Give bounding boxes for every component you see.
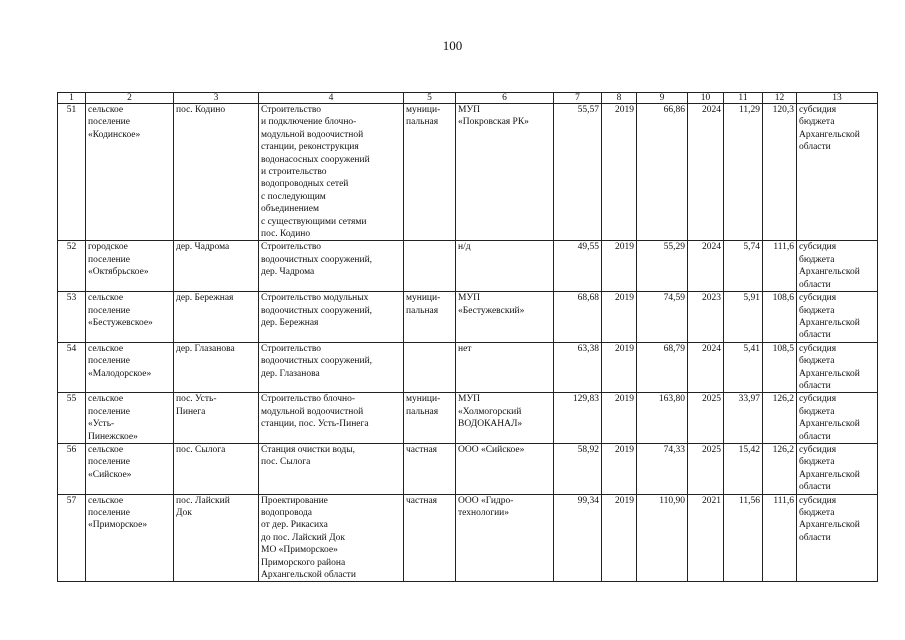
settlement-cell: пос. Лайский Док (174, 494, 259, 582)
table-row (58, 393, 878, 444)
column-header: 6 (456, 93, 554, 104)
funding-source-cell: субсидия бюджета Архангельской области (797, 241, 878, 292)
funding-source-cell: субсидия бюджета Архангельской области (797, 443, 878, 494)
value-col-11-cell: 15,42 (724, 443, 763, 494)
column-header: 1 (58, 93, 86, 104)
table-row (58, 292, 878, 343)
year-col-8-cell: 2019 (602, 342, 637, 393)
year-col-8-cell: 2019 (602, 494, 637, 582)
operator-cell: нет (456, 342, 554, 393)
value-col-9-cell: 163,80 (637, 393, 688, 444)
value-col-9-cell: 74,59 (637, 292, 688, 343)
year-col-10-cell: 2025 (688, 443, 724, 494)
funding-source-cell: субсидия бюджета Архангельской области (797, 342, 878, 393)
operator-cell: МУП «Бестужевский» (456, 292, 554, 343)
settlement-cell: дер. Глазанова (174, 342, 259, 393)
operator-cell: ООО «Сийское» (456, 443, 554, 494)
year-col-10-cell: 2023 (688, 292, 724, 343)
settlement-cell: дер. Чадрома (174, 241, 259, 292)
value-col-9-cell: 74,33 (637, 443, 688, 494)
page-number: 100 (442, 38, 463, 53)
value-col-11-cell: 5,41 (724, 342, 763, 393)
percent-col-12-cell: 126,2 (763, 443, 797, 494)
year-col-10-cell: 2025 (688, 393, 724, 444)
percent-col-12-cell: 111,6 (763, 494, 797, 582)
table-row (58, 494, 878, 582)
value-col-9-cell: 110,90 (637, 494, 688, 582)
year-col-10-cell: 2024 (688, 104, 724, 241)
percent-col-12-cell: 120,3 (763, 104, 797, 241)
settlement-cell: пос. Сылога (174, 443, 259, 494)
project-description-cell: Проектирование водопровода от дер. Рикасиха до пос. Лайский Док МО «Приморское» Приморского района Архангельской области (259, 494, 404, 582)
row-number-cell: 57 (58, 494, 86, 582)
project-description-cell: Строительство и подключение блочно- модульной водоочистной станции, реконструкция водонасосных сооружений и строительство водопроводных сетей с последующим объединением с существующими сетями пос. Кодино (259, 104, 404, 241)
row-number-cell: 51 (58, 104, 86, 241)
ownership-cell: муници- пальная (404, 292, 456, 343)
municipality-cell: сельское поселение «Усть- Пинежское» (86, 393, 174, 444)
column-header: 13 (797, 93, 878, 104)
data-table (57, 92, 878, 582)
column-header: 3 (174, 93, 259, 104)
table-header (58, 93, 878, 104)
project-description-cell: Станция очистки воды, пос. Сылога (259, 443, 404, 494)
table-row (58, 443, 878, 494)
value-col-7-cell: 68,68 (554, 292, 602, 343)
value-col-11-cell: 11,29 (724, 104, 763, 241)
row-number-cell: 52 (58, 241, 86, 292)
municipality-cell: сельское поселение «Малодорское» (86, 342, 174, 393)
project-description-cell: Строительство водоочистных сооружений, дер. Глазанова (259, 342, 404, 393)
value-col-7-cell: 129,83 (554, 393, 602, 444)
municipality-cell: сельское поселение «Кодинское» (86, 104, 174, 241)
funding-source-cell: субсидия бюджета Архангельской области (797, 494, 878, 582)
year-col-10-cell: 2024 (688, 241, 724, 292)
column-header: 12 (763, 93, 797, 104)
settlement-cell: дер. Бережная (174, 292, 259, 343)
municipality-cell: сельское поселение «Бестужевское» (86, 292, 174, 343)
table-row (58, 241, 878, 292)
year-col-10-cell: 2024 (688, 342, 724, 393)
project-description-cell: Строительство блочно- модульной водоочистной станции, пос. Усть-Пинега (259, 393, 404, 444)
funding-source-cell: субсидия бюджета Архангельской области (797, 104, 878, 241)
column-header: 11 (724, 93, 763, 104)
year-col-10-cell: 2021 (688, 494, 724, 582)
value-col-9-cell: 55,29 (637, 241, 688, 292)
municipality-cell: городское поселение «Октябрьское» (86, 241, 174, 292)
year-col-8-cell: 2019 (602, 292, 637, 343)
value-col-9-cell: 66,86 (637, 104, 688, 241)
header-row (58, 93, 878, 104)
year-col-8-cell: 2019 (602, 443, 637, 494)
funding-source-cell: субсидия бюджета Архангельской области (797, 292, 878, 343)
value-col-7-cell: 63,38 (554, 342, 602, 393)
operator-cell: ООО «Гидро- технологии» (456, 494, 554, 582)
value-col-11-cell: 33,97 (724, 393, 763, 444)
settlement-cell: пос. Усть- Пинега (174, 393, 259, 444)
funding-source-cell: субсидия бюджета Архангельской области (797, 393, 878, 444)
table-row (58, 342, 878, 393)
operator-cell: н/д (456, 241, 554, 292)
project-description-cell: Строительство модульных водоочистных сооружений, дер. Бережная (259, 292, 404, 343)
column-header: 10 (688, 93, 724, 104)
ownership-cell: частная (404, 443, 456, 494)
year-col-8-cell: 2019 (602, 241, 637, 292)
percent-col-12-cell: 108,5 (763, 342, 797, 393)
municipality-cell: сельское поселение «Приморское» (86, 494, 174, 582)
operator-cell: МУП «Покровская РК» (456, 104, 554, 241)
table-row (58, 104, 878, 241)
percent-col-12-cell: 111,6 (763, 241, 797, 292)
column-header: 7 (554, 93, 602, 104)
settlement-cell: пос. Кодино (174, 104, 259, 241)
ownership-cell: муници- пальная (404, 104, 456, 241)
percent-col-12-cell: 108,6 (763, 292, 797, 343)
value-col-9-cell: 68,79 (637, 342, 688, 393)
municipality-cell: сельское поселение «Сийское» (86, 443, 174, 494)
value-col-7-cell: 99,34 (554, 494, 602, 582)
project-description-cell: Строительство водоочистных сооружений, дер. Чадрома (259, 241, 404, 292)
column-header: 5 (404, 93, 456, 104)
value-col-7-cell: 55,57 (554, 104, 602, 241)
column-header: 8 (602, 93, 637, 104)
ownership-cell (404, 342, 456, 393)
year-col-8-cell: 2019 (602, 393, 637, 444)
value-col-7-cell: 58,92 (554, 443, 602, 494)
column-header: 2 (86, 93, 174, 104)
ownership-cell: частная (404, 494, 456, 582)
operator-cell: МУП «Холмогорский ВОДОКАНАЛ» (456, 393, 554, 444)
row-number-cell: 53 (58, 292, 86, 343)
table-body (58, 104, 878, 582)
row-number-cell: 56 (58, 443, 86, 494)
value-col-11-cell: 11,56 (724, 494, 763, 582)
value-col-11-cell: 5,91 (724, 292, 763, 343)
value-col-7-cell: 49,55 (554, 241, 602, 292)
percent-col-12-cell: 126,2 (763, 393, 797, 444)
value-col-11-cell: 5,74 (724, 241, 763, 292)
row-number-cell: 55 (58, 393, 86, 444)
ownership-cell: муници- пальная (404, 393, 456, 444)
row-number-cell: 54 (58, 342, 86, 393)
ownership-cell (404, 241, 456, 292)
year-col-8-cell: 2019 (602, 104, 637, 241)
column-header: 9 (637, 93, 688, 104)
column-header: 4 (259, 93, 404, 104)
